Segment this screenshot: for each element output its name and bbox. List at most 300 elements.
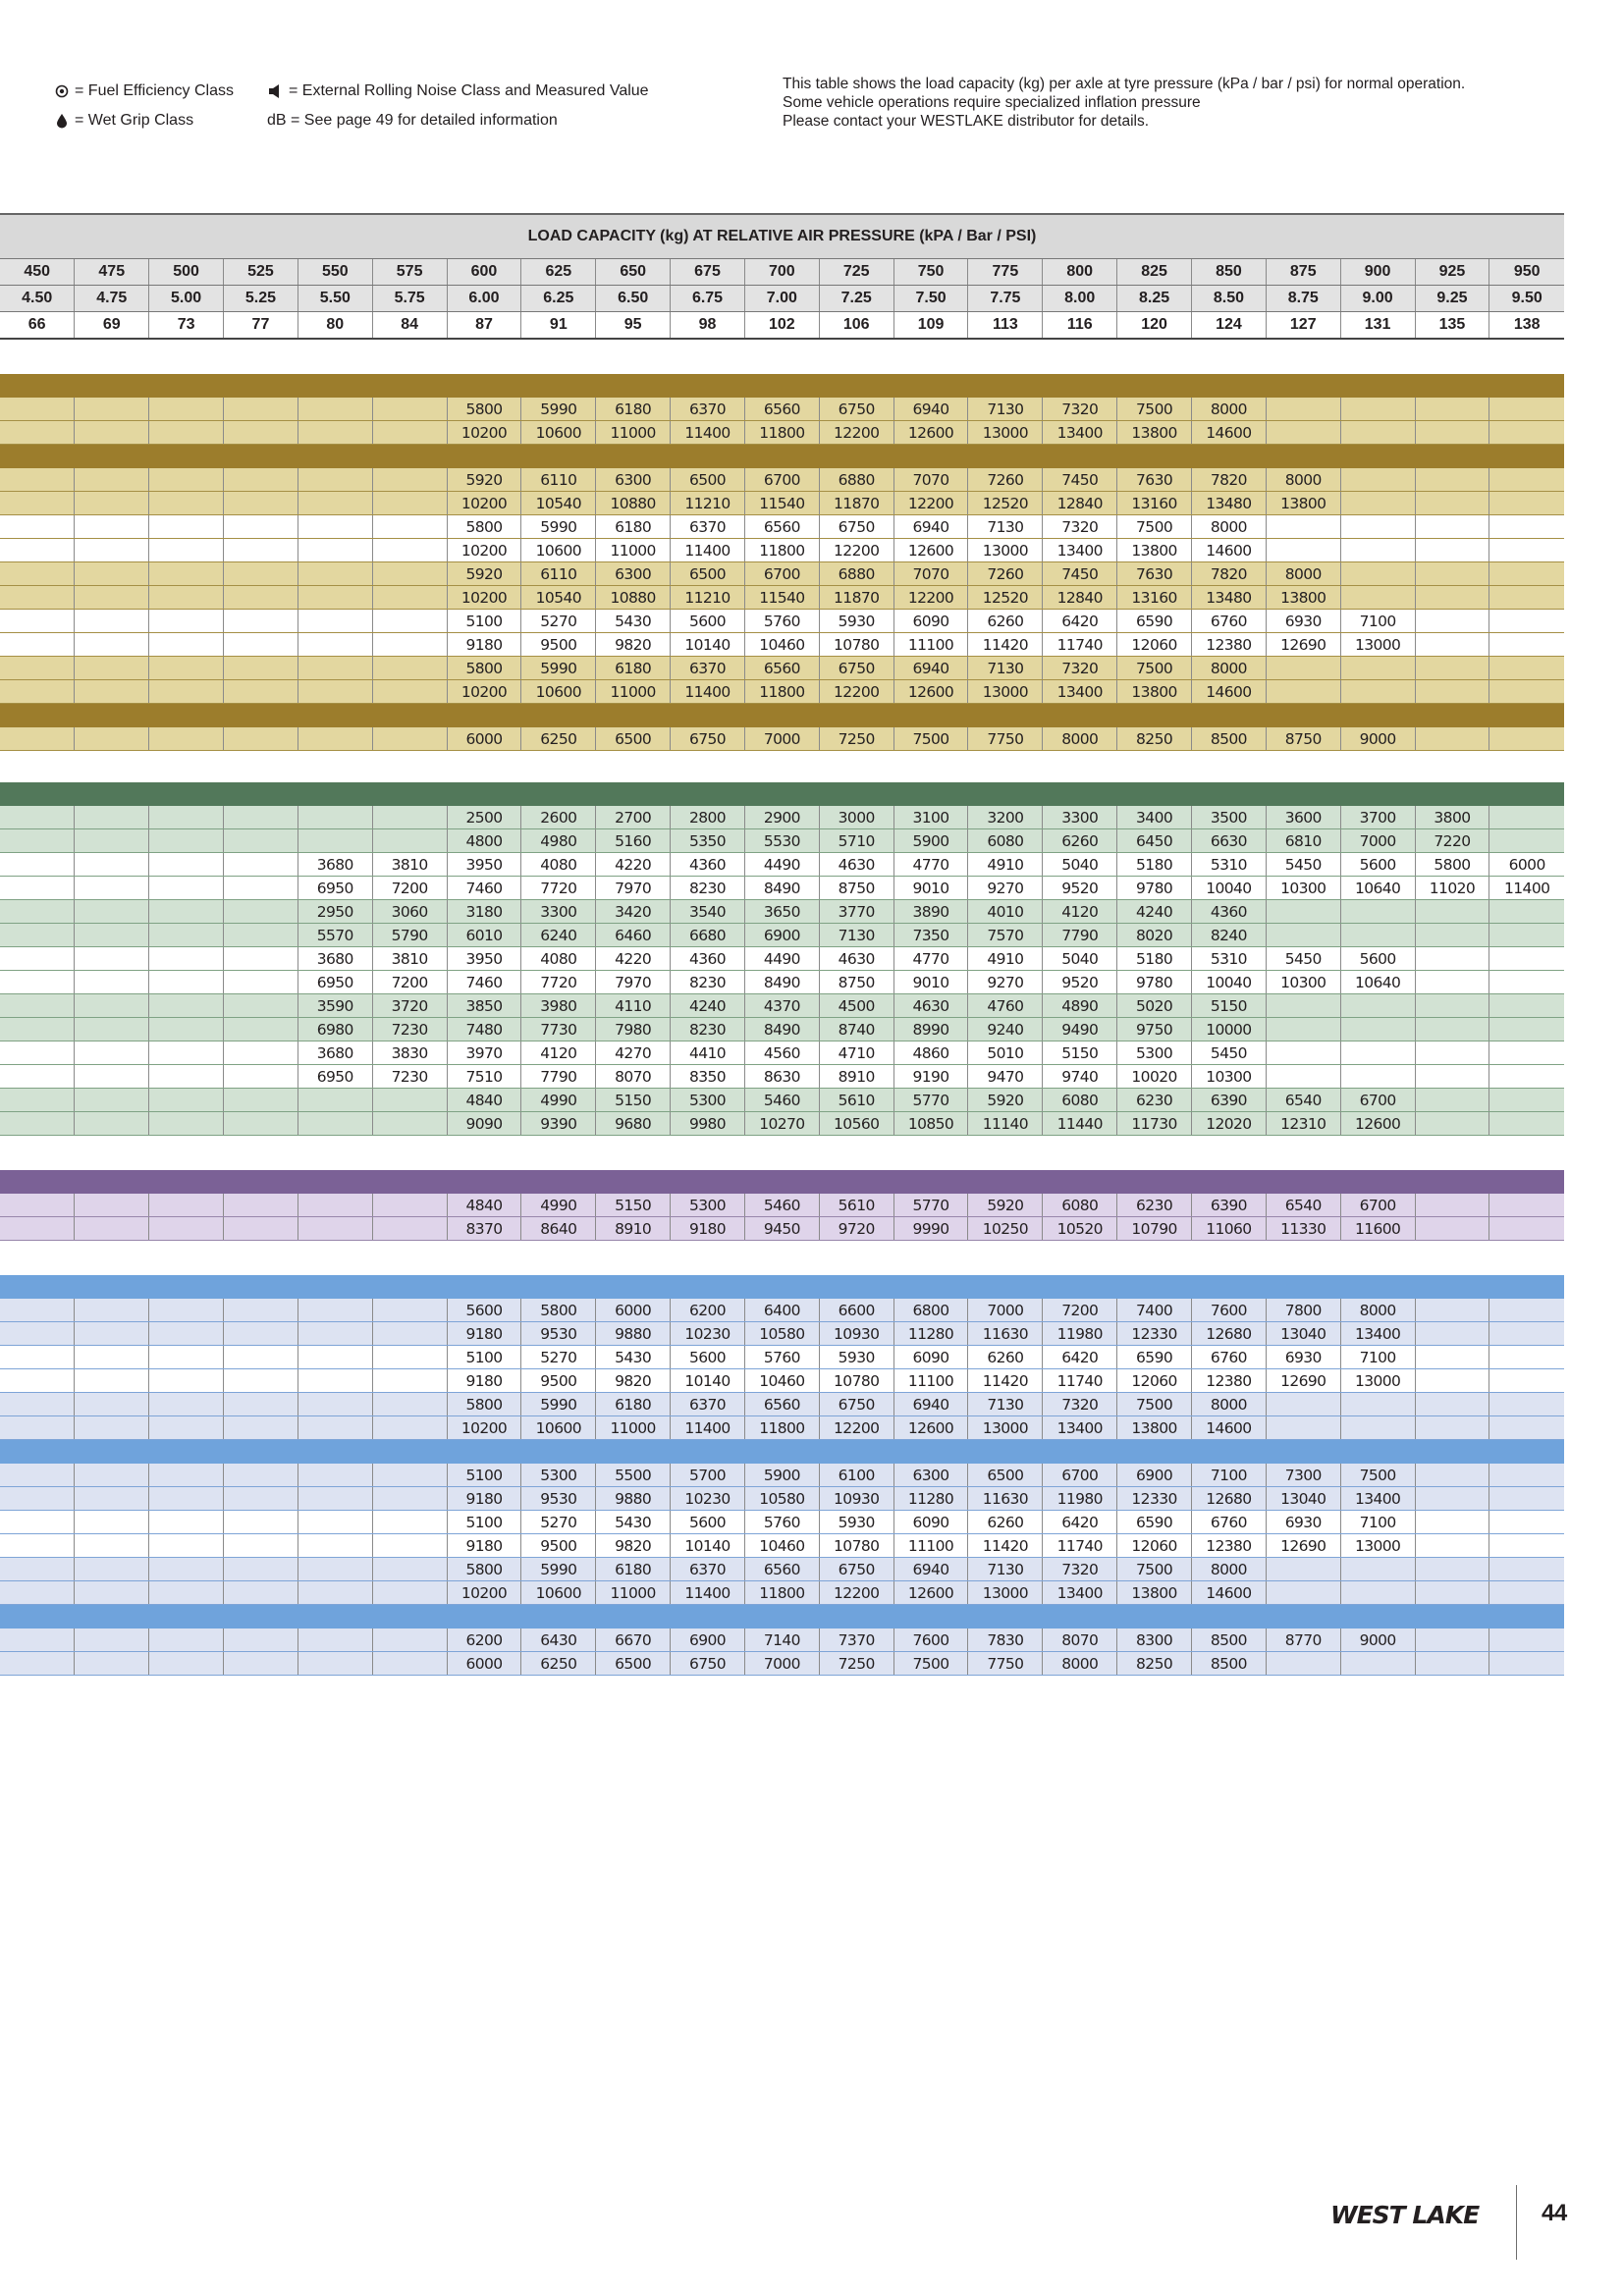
table-cell: 4630 xyxy=(893,994,968,1018)
table-cell: 7820 xyxy=(1192,468,1267,492)
table-cell xyxy=(1266,1416,1340,1440)
table-cell: 14600 xyxy=(1192,539,1267,562)
section-header-band xyxy=(0,782,1564,806)
table-cell: 10300 xyxy=(1266,877,1340,900)
table-cell: 4980 xyxy=(521,829,596,853)
table-cell xyxy=(1340,1065,1415,1089)
table-cell xyxy=(224,806,298,829)
table-cell: 7130 xyxy=(968,515,1043,539)
table-cell: 3970 xyxy=(447,1041,521,1065)
table-cell xyxy=(1489,1299,1564,1322)
psi-header-cell: 73 xyxy=(149,312,224,340)
table-cell: 6600 xyxy=(819,1299,893,1322)
table-cell xyxy=(75,492,149,515)
psi-header-cell: 91 xyxy=(521,312,596,340)
table-cell xyxy=(1266,1018,1340,1041)
table-cell: 6760 xyxy=(1192,1511,1267,1534)
table-cell xyxy=(1489,1416,1564,1440)
table-cell xyxy=(1489,468,1564,492)
table-cell: 8070 xyxy=(596,1065,671,1089)
bar-header-cell: 6.75 xyxy=(671,286,745,312)
table-cell xyxy=(298,1322,372,1346)
table-cell xyxy=(372,657,447,680)
table-cell: 3890 xyxy=(893,900,968,924)
table-cell xyxy=(0,657,75,680)
table-cell xyxy=(224,1299,298,1322)
table-cell xyxy=(372,680,447,704)
table-cell: 7070 xyxy=(893,468,968,492)
table-cell: 12330 xyxy=(1117,1487,1192,1511)
table-cell: 8300 xyxy=(1117,1629,1192,1652)
bar-header-cell: 9.25 xyxy=(1415,286,1489,312)
table-cell xyxy=(75,727,149,751)
table-cell: 6260 xyxy=(1043,829,1117,853)
table-cell: 10520 xyxy=(1043,1217,1117,1241)
table-cell: 3540 xyxy=(671,900,745,924)
table-cell: 6560 xyxy=(744,657,819,680)
table-cell: 6940 xyxy=(893,1558,968,1581)
table-cell: 6370 xyxy=(671,657,745,680)
psi-header-cell: 127 xyxy=(1266,312,1340,340)
table-cell: 7510 xyxy=(447,1065,521,1089)
table-cell xyxy=(372,1112,447,1136)
table-cell xyxy=(75,1089,149,1112)
table-row xyxy=(0,1487,1564,1511)
table-cell xyxy=(298,1112,372,1136)
table-cell xyxy=(224,1534,298,1558)
table-cell: 6930 xyxy=(1266,1346,1340,1369)
table-cell: 4770 xyxy=(893,947,968,971)
table-cell xyxy=(75,1629,149,1652)
table-cell: 5300 xyxy=(521,1464,596,1487)
table-cell: 7750 xyxy=(968,1652,1043,1676)
table-cell: 3720 xyxy=(372,994,447,1018)
table-cell: 3680 xyxy=(298,947,372,971)
table-row xyxy=(0,994,1564,1018)
table-cell xyxy=(1415,1369,1489,1393)
table-cell xyxy=(149,1487,224,1511)
table-cell: 5180 xyxy=(1117,853,1192,877)
table-cell: 12600 xyxy=(893,680,968,704)
table-cell: 3680 xyxy=(298,1041,372,1065)
table-cell: 11630 xyxy=(968,1487,1043,1511)
table-cell: 13000 xyxy=(968,1581,1043,1605)
table-header xyxy=(0,214,1564,339)
table-cell xyxy=(0,586,75,610)
table-cell xyxy=(0,1629,75,1652)
table-cell: 12380 xyxy=(1192,633,1267,657)
table-cell xyxy=(75,680,149,704)
table-cell: 7720 xyxy=(521,877,596,900)
table-cell xyxy=(149,1558,224,1581)
table-cell xyxy=(1266,1581,1340,1605)
table-row xyxy=(0,1089,1564,1112)
table-cell xyxy=(298,1487,372,1511)
table-cell: 6300 xyxy=(596,562,671,586)
table-cell: 9010 xyxy=(893,877,968,900)
table-cell: 10200 xyxy=(447,492,521,515)
table-cell: 9780 xyxy=(1117,971,1192,994)
table-cell xyxy=(224,680,298,704)
table-cell xyxy=(224,1393,298,1416)
table-cell xyxy=(1489,1487,1564,1511)
table-cell: 4220 xyxy=(596,947,671,971)
table-cell: 4010 xyxy=(968,900,1043,924)
table-cell: 9180 xyxy=(447,1322,521,1346)
table-cell: 8000 xyxy=(1192,515,1267,539)
table-cell: 11100 xyxy=(893,1534,968,1558)
table-cell xyxy=(1489,971,1564,994)
table-cell: 5760 xyxy=(744,1511,819,1534)
table-cell: 11140 xyxy=(968,1112,1043,1136)
table-cell: 11210 xyxy=(671,492,745,515)
table-cell xyxy=(372,1369,447,1393)
table-cell: 10780 xyxy=(819,633,893,657)
table-cell xyxy=(1415,1558,1489,1581)
table-cell: 10880 xyxy=(596,586,671,610)
table-cell: 7750 xyxy=(968,727,1043,751)
kpa-header-cell: 925 xyxy=(1415,259,1489,286)
table-row xyxy=(0,468,1564,492)
table-cell: 6900 xyxy=(1117,1464,1192,1487)
table-cell: 9520 xyxy=(1043,971,1117,994)
table-cell xyxy=(298,1393,372,1416)
table-cell: 10640 xyxy=(1340,971,1415,994)
table-cell: 4360 xyxy=(671,853,745,877)
table-cell: 6560 xyxy=(744,515,819,539)
table-cell xyxy=(0,1041,75,1065)
table-cell xyxy=(224,421,298,445)
page-number: 44 xyxy=(1542,2200,1567,2226)
bar-header-cell: 6.00 xyxy=(447,286,521,312)
table-cell: 6750 xyxy=(819,657,893,680)
table-cell xyxy=(0,1089,75,1112)
table-cell xyxy=(372,1464,447,1487)
table-cell xyxy=(149,1089,224,1112)
table-cell: 10850 xyxy=(893,1112,968,1136)
table-cell: 3830 xyxy=(372,1041,447,1065)
table-cell xyxy=(0,727,75,751)
table-cell: 12200 xyxy=(819,680,893,704)
table-cell: 5530 xyxy=(744,829,819,853)
table-cell: 5180 xyxy=(1117,947,1192,971)
table-cell xyxy=(75,971,149,994)
table-cell: 6260 xyxy=(968,1346,1043,1369)
table-cell xyxy=(298,492,372,515)
table-cell: 5920 xyxy=(447,468,521,492)
table-cell: 6750 xyxy=(819,1393,893,1416)
table-cell xyxy=(1340,900,1415,924)
psi-header-cell: 77 xyxy=(224,312,298,340)
table-cell: 6560 xyxy=(744,1558,819,1581)
table-cell: 7500 xyxy=(1117,398,1192,421)
table-cell: 6180 xyxy=(596,398,671,421)
table-cell xyxy=(1340,680,1415,704)
table-title: LOAD CAPACITY (kg) AT RELATIVE AIR PRESSURE (kPA / Bar / PSI) xyxy=(0,214,1564,259)
table-cell: 14600 xyxy=(1192,1581,1267,1605)
table-cell: 6370 xyxy=(671,398,745,421)
table-cell: 7000 xyxy=(744,1652,819,1676)
table-cell: 6930 xyxy=(1266,1511,1340,1534)
table-cell: 7500 xyxy=(893,727,968,751)
table-cell xyxy=(0,1112,75,1136)
table-cell: 8070 xyxy=(1043,1629,1117,1652)
table-cell: 7100 xyxy=(1192,1464,1267,1487)
table-cell: 6180 xyxy=(596,1558,671,1581)
table-cell: 10540 xyxy=(521,586,596,610)
kpa-header-cell: 525 xyxy=(224,259,298,286)
table-cell xyxy=(372,1487,447,1511)
table-cell xyxy=(224,1558,298,1581)
table-cell: 4270 xyxy=(596,1041,671,1065)
table-cell: 11980 xyxy=(1043,1322,1117,1346)
table-cell: 5920 xyxy=(447,562,521,586)
table-cell: 7790 xyxy=(521,1065,596,1089)
table-cell: 3300 xyxy=(521,900,596,924)
table-cell: 8750 xyxy=(819,877,893,900)
table-cell: 9450 xyxy=(744,1217,819,1241)
table-cell: 9520 xyxy=(1043,877,1117,900)
table-cell xyxy=(298,539,372,562)
table-cell xyxy=(298,680,372,704)
table-cell xyxy=(372,468,447,492)
table-cell: 9470 xyxy=(968,1065,1043,1089)
table-cell: 3100 xyxy=(893,806,968,829)
table-cell xyxy=(149,1534,224,1558)
table-cell: 9500 xyxy=(521,1369,596,1393)
table-cell: 11100 xyxy=(893,633,968,657)
table-cell xyxy=(1489,806,1564,829)
table-cell: 6500 xyxy=(596,1652,671,1676)
table-cell: 5450 xyxy=(1266,947,1340,971)
table-cell: 3680 xyxy=(298,853,372,877)
table-cell: 6930 xyxy=(1266,610,1340,633)
table-cell xyxy=(224,1346,298,1369)
table-cell xyxy=(1266,1065,1340,1089)
table-cell: 6500 xyxy=(671,468,745,492)
table-cell: 12600 xyxy=(893,1416,968,1440)
table-cell xyxy=(224,1065,298,1089)
table-cell xyxy=(75,515,149,539)
table-cell: 13400 xyxy=(1340,1487,1415,1511)
note-line-1: This table shows the load capacity (kg) per axle at tyre pressure (kPa / bar / psi) for normal operation. xyxy=(783,76,1466,92)
table-cell xyxy=(1489,1065,1564,1089)
table-cell xyxy=(372,1581,447,1605)
table-cell xyxy=(1415,1041,1489,1065)
table-cell xyxy=(298,1369,372,1393)
table-row xyxy=(0,1534,1564,1558)
table-cell xyxy=(149,515,224,539)
table-cell xyxy=(372,398,447,421)
psi-header-cell: 135 xyxy=(1415,312,1489,340)
table-cell xyxy=(75,562,149,586)
table-cell xyxy=(1489,633,1564,657)
table-cell: 9680 xyxy=(596,1112,671,1136)
table-cell: 9720 xyxy=(819,1217,893,1241)
table-cell: 6240 xyxy=(521,924,596,947)
table-cell: 13480 xyxy=(1192,492,1267,515)
table-cell: 12840 xyxy=(1043,586,1117,610)
table-cell xyxy=(1340,468,1415,492)
table-cell: 7790 xyxy=(1043,924,1117,947)
table-cell: 8740 xyxy=(819,1018,893,1041)
table-cell: 13800 xyxy=(1117,680,1192,704)
table-cell: 8000 xyxy=(1266,562,1340,586)
table-cell xyxy=(1489,398,1564,421)
table-cell xyxy=(75,610,149,633)
table-cell: 13040 xyxy=(1266,1487,1340,1511)
table-cell: 4800 xyxy=(447,829,521,853)
table-cell xyxy=(298,1511,372,1534)
kpa-header-cell: 475 xyxy=(75,259,149,286)
table-cell xyxy=(75,1393,149,1416)
psi-header-cell: 113 xyxy=(968,312,1043,340)
table-cell xyxy=(224,657,298,680)
table-cell: 6880 xyxy=(819,562,893,586)
table-cell xyxy=(224,1018,298,1041)
table-cell: 10600 xyxy=(521,421,596,445)
table-cell: 6750 xyxy=(671,1652,745,1676)
psi-header-cell: 109 xyxy=(893,312,968,340)
table-cell xyxy=(298,1558,372,1581)
table-cell: 10600 xyxy=(521,539,596,562)
table-cell: 4860 xyxy=(893,1041,968,1065)
table-cell xyxy=(149,1065,224,1089)
table-cell: 6250 xyxy=(521,727,596,751)
table-cell: 6540 xyxy=(1266,1194,1340,1217)
table-cell: 6700 xyxy=(744,562,819,586)
table-row xyxy=(0,1511,1564,1534)
table-cell xyxy=(0,1299,75,1322)
table-cell: 5010 xyxy=(968,1041,1043,1065)
table-cell: 10600 xyxy=(521,680,596,704)
table-cell: 6090 xyxy=(893,1346,968,1369)
table-cell xyxy=(1489,515,1564,539)
table-cell: 5300 xyxy=(671,1194,745,1217)
table-row xyxy=(0,633,1564,657)
table-cell: 8000 xyxy=(1043,1652,1117,1676)
table-cell: 6090 xyxy=(893,1511,968,1534)
table-cell: 13480 xyxy=(1192,586,1267,610)
table-cell: 7830 xyxy=(968,1629,1043,1652)
psi-header-cell: 106 xyxy=(819,312,893,340)
table-cell: 9500 xyxy=(521,633,596,657)
table-row xyxy=(0,971,1564,994)
table-cell: 8500 xyxy=(1192,1629,1267,1652)
table-cell xyxy=(224,398,298,421)
table-cell: 12690 xyxy=(1266,1534,1340,1558)
section-header-band xyxy=(0,374,1564,398)
table-cell xyxy=(1415,947,1489,971)
table-cell xyxy=(0,924,75,947)
table-cell: 6370 xyxy=(671,1558,745,1581)
table-cell xyxy=(75,1041,149,1065)
table-cell xyxy=(1340,1018,1415,1041)
spacer-row xyxy=(0,751,1564,783)
table-cell: 6180 xyxy=(596,515,671,539)
table-cell: 5600 xyxy=(671,610,745,633)
table-cell: 9820 xyxy=(596,1369,671,1393)
table-cell: 5150 xyxy=(1043,1041,1117,1065)
table-cell: 7220 xyxy=(1415,829,1489,853)
table-cell: 5760 xyxy=(744,1346,819,1369)
table-cell: 2800 xyxy=(671,806,745,829)
table-cell xyxy=(1340,539,1415,562)
table-cell xyxy=(75,1487,149,1511)
bar-header-cell: 5.25 xyxy=(224,286,298,312)
table-cell: 6590 xyxy=(1117,610,1192,633)
table-cell xyxy=(1340,924,1415,947)
table-cell xyxy=(1415,610,1489,633)
table-cell: 11400 xyxy=(671,1416,745,1440)
table-cell: 7600 xyxy=(1192,1299,1267,1322)
table-row xyxy=(0,421,1564,445)
table-cell: 8500 xyxy=(1192,1652,1267,1676)
table-cell xyxy=(1415,1299,1489,1322)
table-cell xyxy=(1415,421,1489,445)
table-cell xyxy=(149,610,224,633)
table-cell: 6370 xyxy=(671,1393,745,1416)
table-cell: 8000 xyxy=(1192,398,1267,421)
table-cell: 6500 xyxy=(596,727,671,751)
note-line-2: Some vehicle operations require specialized inflation pressure xyxy=(783,94,1201,111)
psi-header-cell: 69 xyxy=(75,312,149,340)
table-cell xyxy=(372,1558,447,1581)
table-cell: 11000 xyxy=(596,1581,671,1605)
table-cell: 6230 xyxy=(1117,1089,1192,1112)
table-cell: 8000 xyxy=(1192,1558,1267,1581)
table-cell xyxy=(1415,1511,1489,1534)
table-cell: 5800 xyxy=(1415,853,1489,877)
table-cell xyxy=(1489,1511,1564,1534)
table-cell: 9270 xyxy=(968,971,1043,994)
table-cell: 7460 xyxy=(447,877,521,900)
table-cell xyxy=(75,586,149,610)
table-cell: 5100 xyxy=(447,1346,521,1369)
table-cell: 9820 xyxy=(596,633,671,657)
table-cell: 8230 xyxy=(671,971,745,994)
table-cell xyxy=(1340,398,1415,421)
table-cell xyxy=(0,1511,75,1534)
spacer-row xyxy=(0,1136,1564,1171)
table-cell: 6300 xyxy=(596,468,671,492)
table-cell xyxy=(224,1581,298,1605)
table-cell xyxy=(1489,924,1564,947)
table-cell: 7980 xyxy=(596,1018,671,1041)
table-cell: 11000 xyxy=(596,539,671,562)
table-cell xyxy=(1415,1322,1489,1346)
table-cell xyxy=(298,1346,372,1369)
table-cell: 7500 xyxy=(1117,657,1192,680)
table-cell xyxy=(149,1393,224,1416)
table-cell: 7480 xyxy=(447,1018,521,1041)
table-cell: 4490 xyxy=(744,947,819,971)
table-cell: 4080 xyxy=(521,853,596,877)
table-cell: 5430 xyxy=(596,1511,671,1534)
table-cell xyxy=(224,1464,298,1487)
table-cell xyxy=(1340,657,1415,680)
table-cell: 8000 xyxy=(1192,657,1267,680)
table-cell: 6560 xyxy=(744,398,819,421)
table-cell xyxy=(149,994,224,1018)
psi-header-cell: 66 xyxy=(0,312,75,340)
table-cell: 5610 xyxy=(819,1089,893,1112)
bar-header-cell: 8.00 xyxy=(1043,286,1117,312)
table-cell: 6260 xyxy=(968,1511,1043,1534)
table-cell xyxy=(1415,1112,1489,1136)
table-cell xyxy=(149,1112,224,1136)
table-cell: 9880 xyxy=(596,1322,671,1346)
